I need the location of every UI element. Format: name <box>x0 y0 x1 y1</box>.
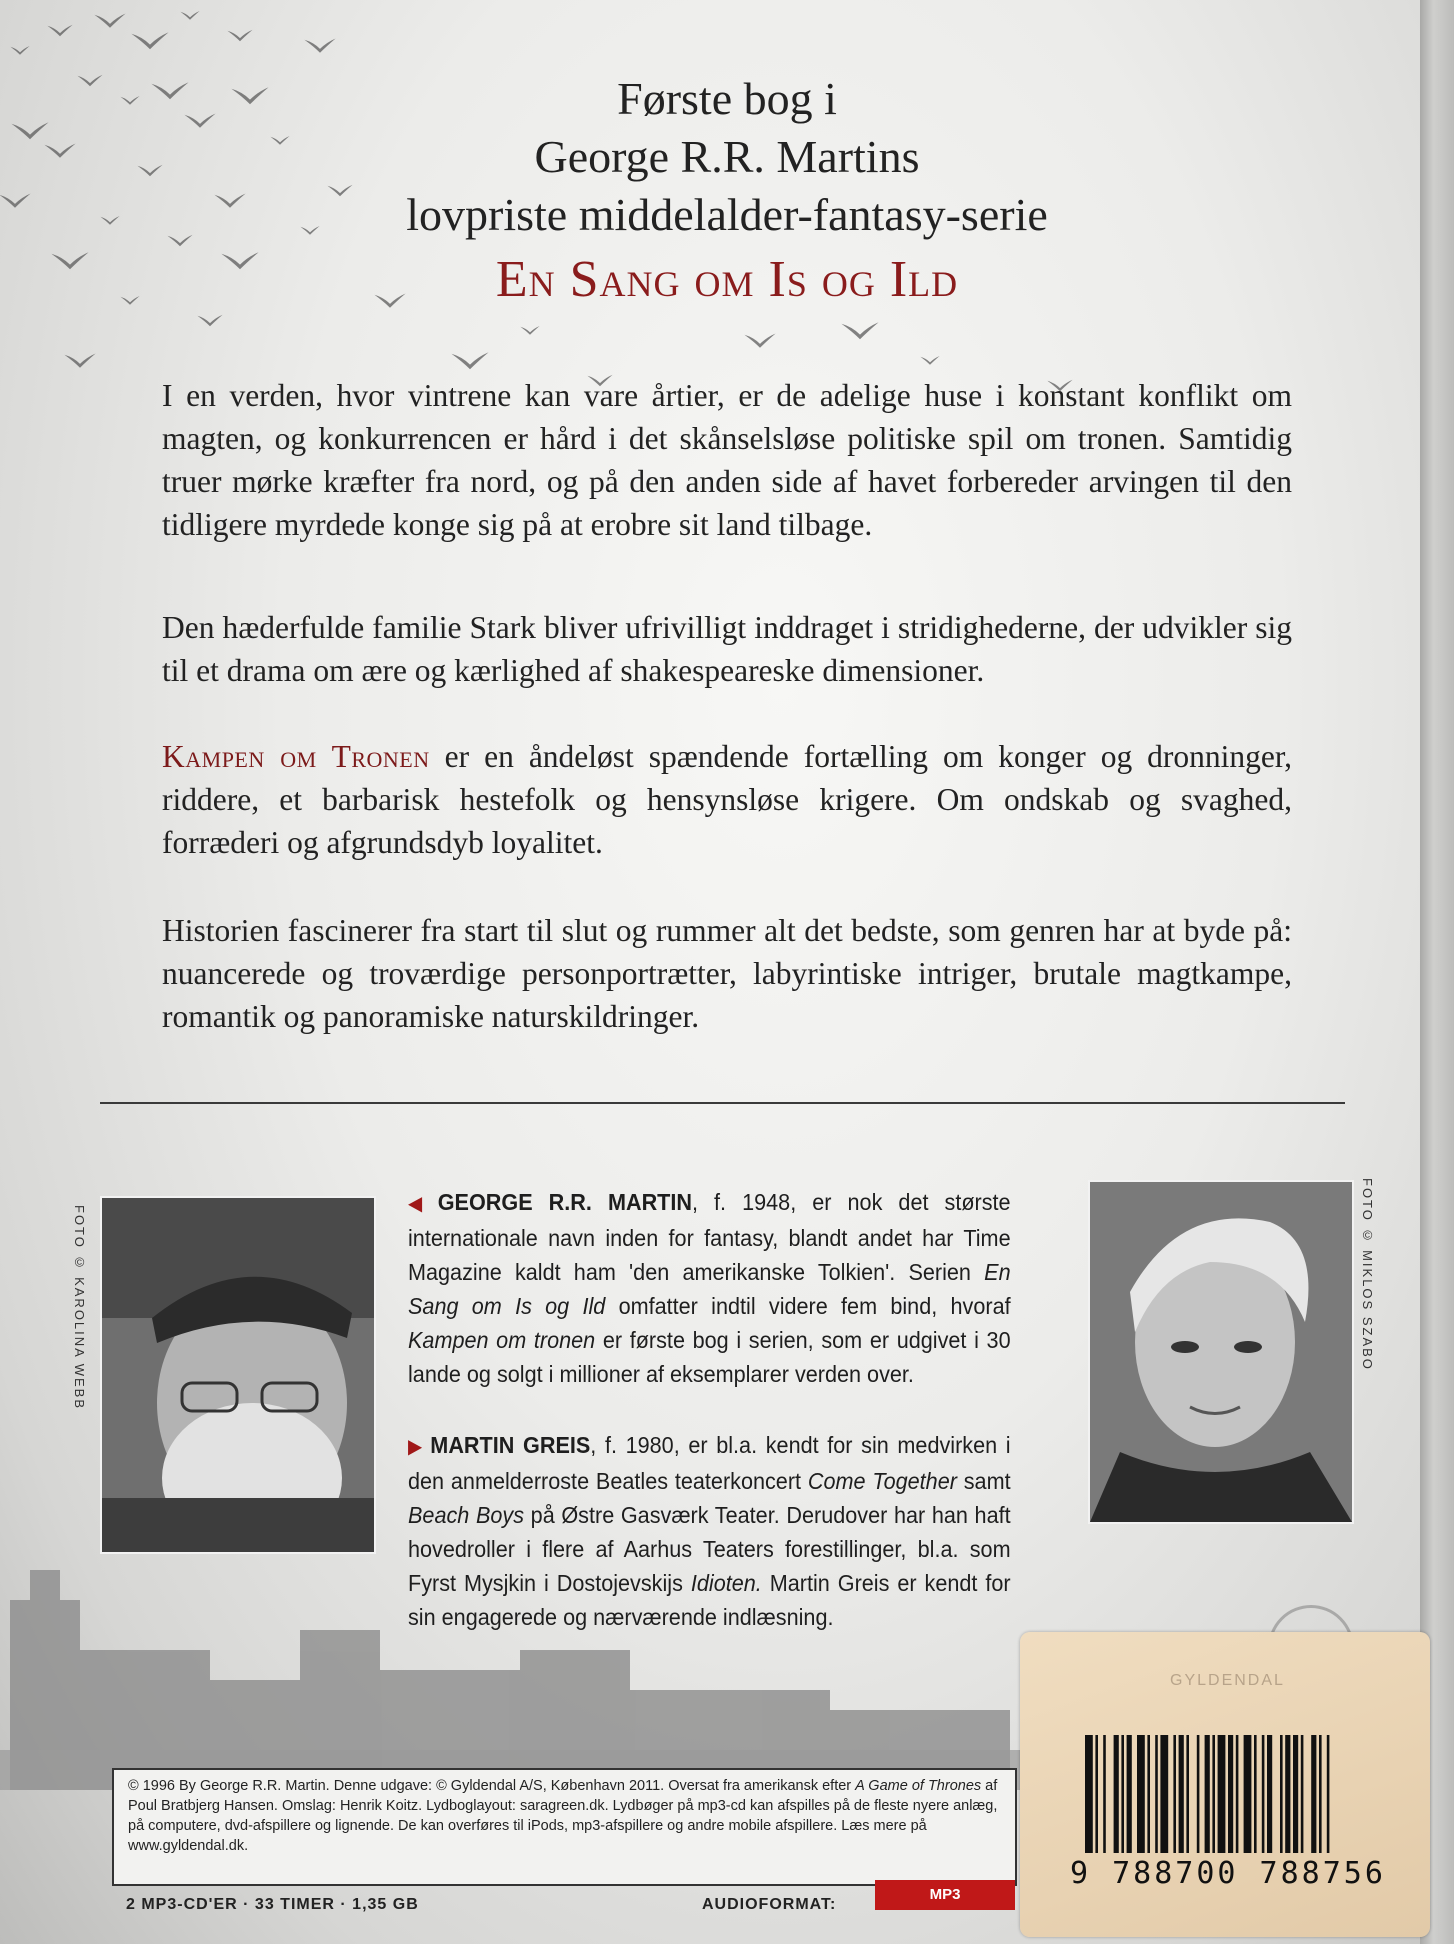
barcode-bar <box>1267 1735 1272 1853</box>
barcode-bar <box>1186 1735 1189 1853</box>
narrator-photo <box>1088 1180 1354 1524</box>
blurb-paragraph-1: I en verden, hvor vintrene kan vare årtier, er de adelige huse i konstant konflikt om magten, og konkurrencen er hård i det skånselsløse politiske spil om tronen. Samtidig truer mørke kræfter fra nord, og på den anden side af havet forbereder arvingen til den tidligere myrdede konge sig på at erobre sit land tilbage. <box>162 378 1292 542</box>
barcode-bar <box>1147 1735 1150 1853</box>
barcode-bar <box>1103 1735 1106 1853</box>
barcode-bar <box>1127 1735 1132 1853</box>
blurb-paragraph-3-text: er en åndeløst spændende fortælling om konger og dronninger, riddere, et barbarisk hestefolk og hensynsløse krigere. Om ondskab og svaghed, forræderi og afgrundsdyb loyalitet. <box>162 739 1293 860</box>
barcode-bar <box>1244 1735 1252 1853</box>
barcode-bar <box>1254 1735 1257 1853</box>
bird-silhouette <box>451 352 488 369</box>
bird-silhouette <box>131 32 168 49</box>
heading-line-2: George R.R. Martins <box>534 131 920 182</box>
barcode-bar <box>1114 1735 1119 1853</box>
author-photo-credit: FOTO © KAROLINA WEBB <box>72 1205 87 1411</box>
barcode-bar <box>1262 1735 1265 1853</box>
narrator-photo-credit: FOTO © MIKLOS SZABO <box>1360 1178 1375 1371</box>
audio-format-badge: MP3 <box>875 1880 1015 1910</box>
author-name: GEORGE R.R. MARTIN <box>437 1189 693 1215</box>
bird-silhouette <box>197 315 222 327</box>
series-title: En Sang om Is og Ild <box>495 251 959 308</box>
legal-notice <box>112 1768 1017 1886</box>
barcode-bar <box>1301 1735 1304 1853</box>
blurb-paragraph-4: Historien fascinerer fra start til slut og rummer alt det bedste, som genren har at byde på: nuancerede og troværdige personportrætter, labyrintiske intriger, brutale magtkampe, romantik og panoramiske naturskildringer. <box>162 913 1292 1034</box>
author-bio-book: Kampen om tronen <box>408 1327 596 1353</box>
bird-silhouette <box>744 334 775 348</box>
barcode-bar <box>1218 1735 1226 1853</box>
author-bio-text-c: er første bog i serien, som er udgivet i 30 lande og solgt i millioner af eksemplarer verden over. <box>408 1327 1011 1387</box>
barcode-bar <box>1285 1735 1290 1853</box>
narrator-show-3: Idioten. <box>690 1570 762 1596</box>
barcode-bar <box>1205 1735 1210 1853</box>
barcode-bar <box>1319 1735 1322 1853</box>
bird-silhouette <box>94 14 125 28</box>
legal-text-b: af Poul Bratbjerg Hansen. Omslag: Henrik Koitz. Lydboglayout: saragreen.dk. Lydbøger på mp3-cd kan afspilles på de fleste nyere anlæg, på computere, dvd-afspillere og lignende. De kan overføres til iPods, mp3-afspillere og andre mobile afspillere. Læs mere på www.gyldendal.dk. <box>128 1778 998 1854</box>
barcode-bar <box>1121 1735 1124 1853</box>
barcode-bar <box>1236 1735 1239 1853</box>
bird-silhouette <box>10 46 29 55</box>
bird-silhouette <box>520 326 539 335</box>
barcode-bar <box>1327 1735 1330 1853</box>
author-bio-series: En Sang om Is og Ild <box>408 1259 1011 1319</box>
blurb-paragraph-3 <box>162 735 1292 864</box>
blurb-paragraph-2: Den hæderfulde familie Stark bliver ufrivilligt inddraget i stridighederne, der udvikler sig til et drama om ære og kærlighed af shakespeareske dimensioner. <box>162 610 1292 688</box>
audio-format-label: AUDIOFORMAT: <box>702 1896 837 1913</box>
isbn-number: 9 788700 788756 <box>1070 1856 1386 1891</box>
barcode-bar <box>1293 1735 1298 1853</box>
section-divider <box>100 1102 1345 1104</box>
barcode-bar <box>1160 1735 1168 1853</box>
author-bio <box>408 1185 1011 1391</box>
narrator-bio-text-b: samt <box>956 1468 1011 1494</box>
book-title: Kampen om Tronen <box>162 739 430 774</box>
heading-line-1: Første bog i <box>617 73 837 124</box>
heading-line-3: lovpriste middelalder-fantasy-serie <box>406 189 1048 240</box>
barcode <box>1085 1735 1395 1853</box>
arrow-right-icon: ▶ <box>408 1436 425 1458</box>
narrator-show-1: Come Together <box>807 1468 957 1494</box>
bird-silhouette <box>304 39 335 53</box>
bird-silhouette <box>841 322 878 339</box>
bird-silhouette <box>920 356 939 365</box>
barcode-bar <box>1137 1735 1145 1853</box>
barcode-bar <box>1173 1735 1176 1853</box>
disc-specs: 2 MP3-CD'ER · 33 TIMER · 1,35 GB <box>126 1896 419 1913</box>
barcode-bar <box>1311 1735 1316 1853</box>
barcode-bar <box>1085 1735 1093 1853</box>
narrator-name: MARTIN GREIS <box>430 1432 591 1458</box>
author-bio-text-a: , f. 1948, er nok det største internationale navn inden for fantasy, blandt andet har Time Magazine kaldt ham 'den amerikanske Tolkien'. Serien <box>408 1189 1011 1285</box>
bird-silhouette <box>47 25 72 37</box>
bird-silhouette <box>64 354 95 368</box>
barcode-bar <box>1095 1735 1098 1853</box>
narrator-bio-text-c: på Østre Gasværk Teater. Derudover har han haft hovedroller i flere af Aarhus Teaters forestillinger, bl.a. som Fyrst Mysjkin i Dostojevskijs <box>408 1502 1011 1596</box>
author-bio-text-b: omfatter indtil videre fem bind, hvoraf <box>605 1293 1011 1319</box>
barcode-bar <box>1280 1735 1283 1853</box>
legal-text-a: © 1996 By George R.R. Martin. Denne udgave: © Gyldendal A/S, København 2011. Oversat fra amerikansk efter <box>128 1778 856 1794</box>
barcode-bar <box>1212 1735 1215 1853</box>
bird-silhouette <box>180 11 199 20</box>
bird-silhouette <box>227 30 252 42</box>
sticker-text: GYLDENDAL <box>1170 1672 1285 1689</box>
arrow-left-icon: ◀ <box>408 1193 433 1215</box>
barcode-bar <box>1179 1735 1184 1853</box>
narrator-bio-text-d: Martin Greis er kendt for sin engagerede og nærværende indlæsning. <box>408 1570 1011 1630</box>
narrator-bio-text-a: , f. 1980, er bl.a. kendt for sin medvirken i den anmelderroste Beatles teaterkoncert <box>408 1432 1011 1494</box>
author-photo <box>100 1196 376 1554</box>
legal-original-title: A Game of Thrones <box>855 1778 982 1794</box>
barcode-bar <box>1155 1735 1158 1853</box>
barcode-bar <box>1228 1735 1233 1853</box>
skyline-illustration <box>0 1560 1110 1790</box>
narrator-show-2: Beach Boys <box>408 1502 525 1528</box>
barcode-bar <box>1197 1735 1200 1853</box>
